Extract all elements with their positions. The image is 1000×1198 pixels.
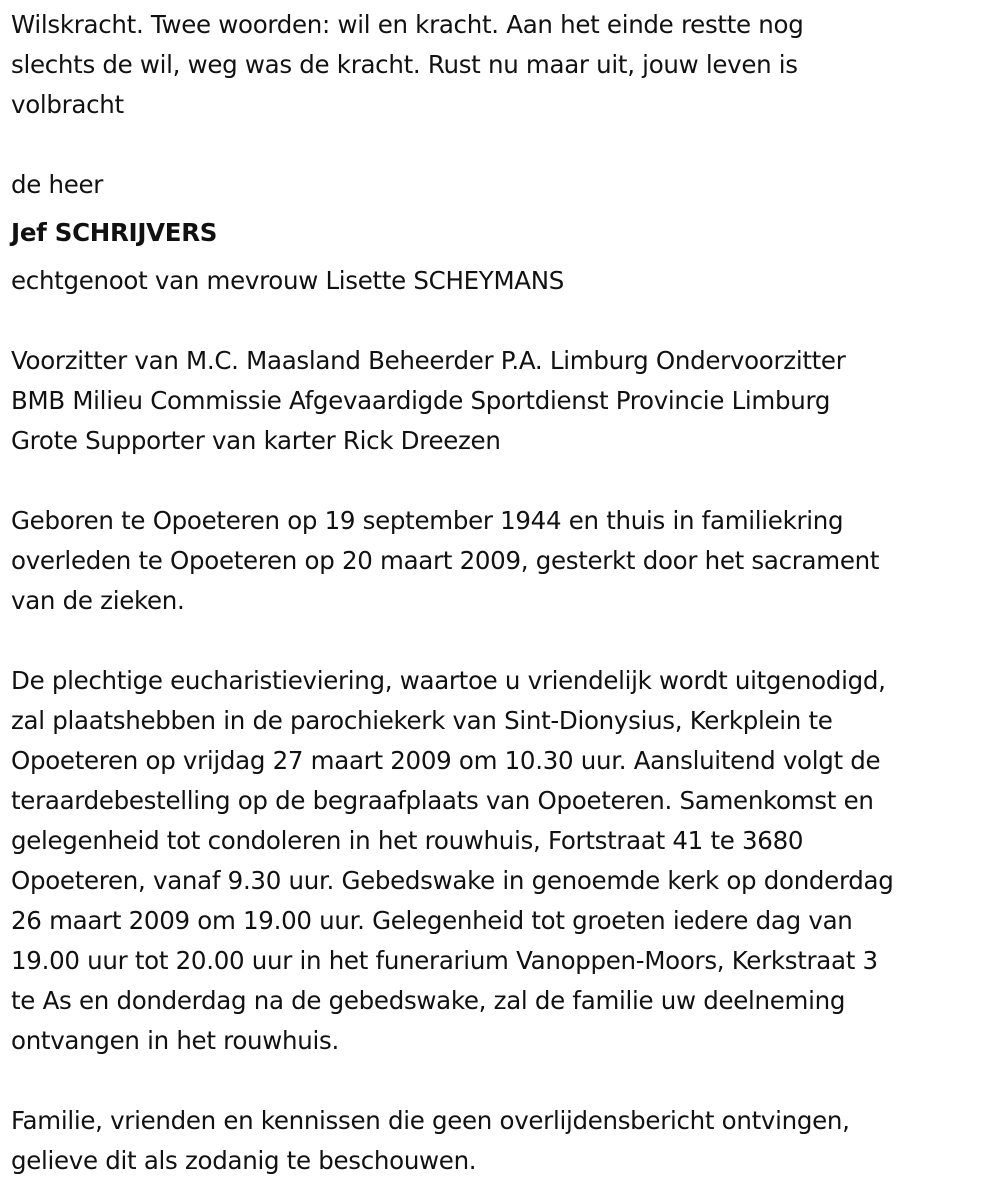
motto-line: slechts de wil, weg was de kracht. Rust nu maar uit, jouw leven is	[11, 50, 798, 79]
ceremony-line: 26 maart 2009 om 19.00 uur. Gelegenheid tot groeten iedere dag van	[11, 906, 853, 935]
ceremony-line: Opoeteren op vrijdag 27 maart 2009 om 10.30 uur. Aansluitend volgt de	[11, 746, 881, 775]
ceremony-line: De plechtige eucharistieviering, waartoe u vriendelijk wordt uitgenodigd,	[11, 666, 886, 695]
ceremony-line: ontvangen in het rouwhuis.	[11, 1026, 339, 1055]
motto-line: volbracht	[11, 90, 124, 119]
birth-death-line: overleden te Opoeteren op 20 maart 2009, gesterkt door het sacrament	[11, 546, 880, 575]
ceremony-line: gelegenheid tot condoleren in het rouwhuis, Fortstraat 41 te 3680	[11, 826, 804, 855]
salutation: de heer	[11, 170, 104, 199]
functions-line: BMB Milieu Commissie Afgevaardigde Sportdienst Provincie Limburg	[11, 386, 831, 415]
ceremony-line: teraardebestelling op de begraafplaats van Opoeteren. Samenkomst en	[11, 786, 874, 815]
closing-line: Familie, vrienden en kennissen die geen overlijdensbericht ontvingen,	[11, 1106, 850, 1135]
ceremony-line: Opoeteren, vanaf 9.30 uur. Gebedswake in genoemde kerk op donderdag	[11, 866, 894, 895]
ceremony-line: 19.00 uur tot 20.00 uur in het funerarium Vanoppen-Moors, Kerkstraat 3	[11, 946, 878, 975]
closing-line: gelieve dit als zodanig te beschouwen.	[11, 1146, 477, 1175]
spouse-line: echtgenoot van mevrouw Lisette SCHEYMANS	[11, 266, 565, 295]
ceremony-line: te As en donderdag na de gebedswake, zal de familie uw deelneming	[11, 986, 846, 1015]
motto-line: Wilskracht. Twee woorden: wil en kracht. Aan het einde restte nog	[11, 10, 804, 39]
birth-death-line: Geboren te Opoeteren op 19 september 1944 en thuis in familiekring	[11, 506, 844, 535]
functions-line: Voorzitter van M.C. Maasland Beheerder P.A. Limburg Ondervoorzitter	[11, 346, 846, 375]
deceased-name: Jef SCHRIJVERS	[11, 218, 218, 247]
ceremony-line: zal plaatshebben in de parochiekerk van Sint-Dionysius, Kerkplein te	[11, 706, 833, 735]
birth-death-line: van de zieken.	[11, 586, 185, 615]
functions-line: Grote Supporter van karter Rick Dreezen	[11, 426, 501, 455]
